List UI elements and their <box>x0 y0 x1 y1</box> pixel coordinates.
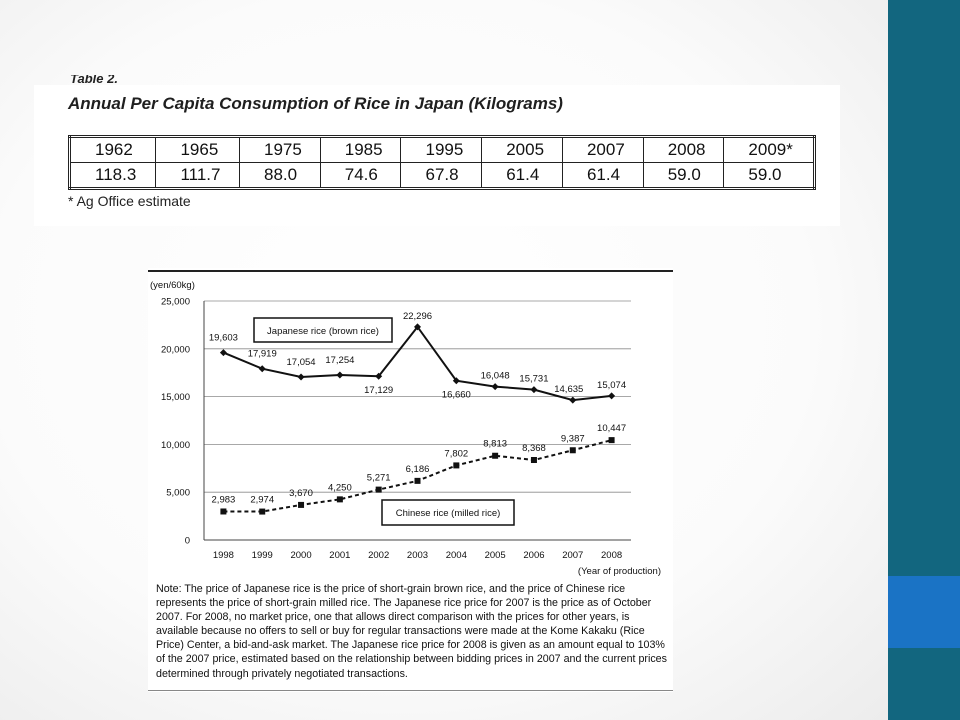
x-tick-label: 1998 <box>212 550 234 561</box>
table-cell-year: 1962 <box>70 137 156 163</box>
data-point-chinese-rice <box>609 437 615 443</box>
data-label-japanese-rice: 15,074 <box>597 379 627 391</box>
x-tick-label: 2002 <box>368 550 390 561</box>
data-point-japanese-rice <box>259 365 266 372</box>
data-point-chinese-rice <box>453 462 459 468</box>
data-point-japanese-rice <box>220 349 227 356</box>
data-point-japanese-rice <box>569 397 576 404</box>
table-cell-year: 1975 <box>240 137 321 163</box>
data-point-chinese-rice <box>259 509 265 515</box>
data-label-japanese-rice: 17,129 <box>364 385 394 397</box>
data-label-japanese-rice: 19,603 <box>208 332 238 344</box>
y-tick-label: 10,000 <box>160 439 190 451</box>
x-tick-label: 2008 <box>601 550 623 561</box>
data-point-chinese-rice <box>492 453 498 459</box>
data-point-japanese-rice <box>298 373 305 380</box>
data-point-japanese-rice <box>336 372 343 379</box>
y-axis-label: (yen/60kg) <box>150 280 195 291</box>
table-cell-value: 67.8 <box>401 163 482 189</box>
y-tick-label: 5,000 <box>166 487 190 499</box>
table-cell-value: 59.0 <box>724 163 815 189</box>
table-cell-value: 61.4 <box>562 163 643 189</box>
table-footnote: * Ag Office estimate <box>68 193 191 209</box>
y-tick-label: 15,000 <box>160 392 190 404</box>
table-title: Annual Per Capita Consumption of Rice in Japan (Kilograms) <box>68 94 563 113</box>
data-label-chinese-rice: 4,250 <box>327 482 352 494</box>
table-cell-year: 2007 <box>562 137 643 163</box>
data-label-japanese-rice: 22,296 <box>402 310 433 322</box>
table-cell-year: 1965 <box>156 137 240 163</box>
table-cell-year: 2009* <box>724 137 815 163</box>
y-tick-label: 25,000 <box>160 296 190 308</box>
data-label-japanese-rice: 15,731 <box>519 373 549 385</box>
table-cell-value: 118.3 <box>70 163 156 189</box>
data-label-chinese-rice: 2,974 <box>250 494 275 506</box>
x-tick-label: 2007 <box>562 550 584 561</box>
x-tick-label: 2005 <box>484 550 506 561</box>
data-label-chinese-rice: 5,271 <box>366 472 391 484</box>
table-cell-year: 1985 <box>320 137 401 163</box>
x-tick-label: 2004 <box>445 550 467 561</box>
data-point-chinese-rice <box>531 457 537 463</box>
data-point-chinese-rice <box>337 496 343 502</box>
data-label-japanese-rice: 17,054 <box>286 356 316 368</box>
data-label-japanese-rice: 14,635 <box>554 384 584 396</box>
data-label-japanese-rice: 16,048 <box>480 370 510 382</box>
table-label: Table 2. <box>70 75 118 85</box>
data-point-chinese-rice <box>376 487 382 493</box>
data-point-japanese-rice <box>608 392 615 399</box>
table-row-years <box>70 137 815 163</box>
data-point-japanese-rice <box>530 386 537 393</box>
table-cell-value: 61.4 <box>482 163 563 189</box>
slide-side-accent <box>888 576 960 648</box>
chart-bottom-rule <box>148 690 673 691</box>
data-label-japanese-rice: 17,919 <box>247 348 277 360</box>
x-axis-label: (Year of production) <box>577 566 661 577</box>
data-point-chinese-rice <box>415 478 421 484</box>
x-tick-label: 2001 <box>329 550 351 561</box>
y-tick-label: 0 <box>184 535 190 547</box>
table-cell-value: 74.6 <box>320 163 401 189</box>
table-cell-value: 88.0 <box>240 163 321 189</box>
data-label-chinese-rice: 10,447 <box>597 423 627 435</box>
data-point-chinese-rice <box>570 447 576 453</box>
data-label-japanese-rice: 16,660 <box>441 389 471 401</box>
data-label-chinese-rice: 6,186 <box>405 463 430 475</box>
chart-note: Note: The price of Japanese rice is the price of short-grain brown rice, and the price of Chinese rice represents the price of short-grain milled rice. The Japanese rice price for 2007 is the price as of October 2007. For 2008, no market price, one that allows direct comparison with the prices for other years, is available because no offers to sell or buy for regular transactions were made at the Kome Kakaku (Rice Price) Center, a bid-and-ask market. The Japanese rice price for 2008 is given as an amount equal to 103% of the 2007 price, estimated based on the relationship between bidding prices in 2007 and the current prices determined through privately negotiated transactions. <box>156 583 667 680</box>
table-cell-value: 59.0 <box>643 163 724 189</box>
callout-label-chinese-rice: Chinese rice (milled rice) <box>395 508 501 519</box>
consumption-table <box>68 135 816 190</box>
data-label-chinese-rice: 3,670 <box>289 487 313 499</box>
data-label-chinese-rice: 8,368 <box>522 443 546 455</box>
y-tick-label: 20,000 <box>160 344 190 356</box>
callout-label-japanese-rice: Japanese rice (brown rice) <box>267 326 379 337</box>
rice-price-chart <box>148 268 673 583</box>
data-point-chinese-rice <box>298 502 304 508</box>
table-cell-year: 1995 <box>401 137 482 163</box>
table-cell-year: 2008 <box>643 137 724 163</box>
x-tick-label: 1999 <box>251 550 273 561</box>
x-tick-label: 2003 <box>406 550 429 561</box>
table-cell-value: 111.7 <box>156 163 240 189</box>
data-label-chinese-rice: 8,813 <box>483 438 508 450</box>
data-label-chinese-rice: 9,387 <box>560 433 585 445</box>
data-label-japanese-rice: 17,254 <box>325 355 355 367</box>
data-label-chinese-rice: 2,983 <box>211 494 236 506</box>
x-tick-label: 2006 <box>523 550 545 561</box>
data-point-japanese-rice <box>492 383 499 390</box>
data-point-chinese-rice <box>220 508 226 514</box>
table-row-values <box>70 163 815 189</box>
x-tick-label: 2000 <box>290 550 312 561</box>
data-label-chinese-rice: 7,802 <box>444 448 469 460</box>
table-cell-year: 2005 <box>482 137 563 163</box>
